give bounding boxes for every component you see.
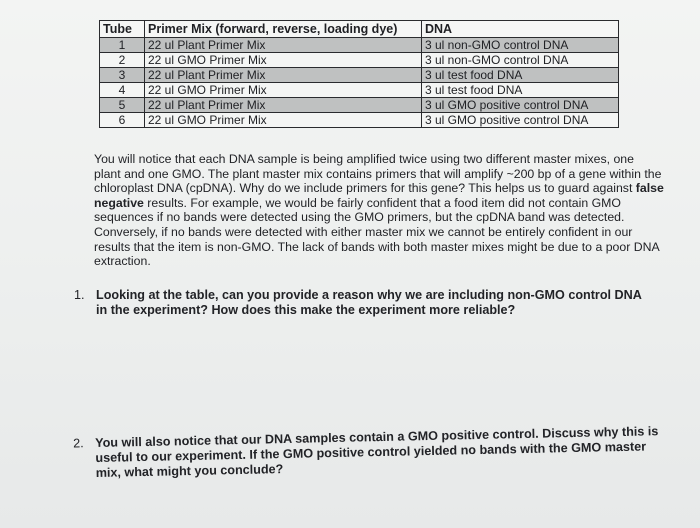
tube-number: 5 xyxy=(100,98,145,113)
tube-number: 3 xyxy=(100,68,145,83)
question-2-text: You will also notice that our DNA samples contain a GMO positive control. Discuss why this is useful to our experiment. If the GMO positive control yielded no bands with the GMO master mix, what might you conclude? xyxy=(95,424,659,480)
table-row xyxy=(100,53,619,68)
dna-cell: 3 ul test food DNA xyxy=(422,83,619,98)
table-row xyxy=(100,98,619,113)
primer-mix-cell: 22 ul Plant Primer Mix xyxy=(145,68,422,83)
paragraph-text-1: You will notice that each DNA sample is being amplified twice using two different master mixes, one plant and one GMO. The plant master mix contains primers that will amplify ~200 bp of a gene within the chloroplast DNA (cpDNA). Why do we include primers for this gene? This helps us to guard against xyxy=(94,152,662,196)
header-tube: Tube xyxy=(100,21,145,38)
question-2-number: 2. xyxy=(73,436,84,451)
header-primer-mix: Primer Mix (forward, reverse, loading dye) xyxy=(145,21,422,38)
tube-number: 6 xyxy=(100,113,145,128)
paragraph-bold-term: false negative xyxy=(94,181,664,210)
dna-cell: 3 ul non-GMO control DNA xyxy=(422,38,619,53)
dna-cell: 3 ul GMO positive control DNA xyxy=(422,98,619,113)
dna-cell: 3 ul non-GMO control DNA xyxy=(422,53,619,68)
paragraph-text-2: results. For example, we would be fairly confident that a food item did not contain GMO sequences if no bands were detected using the GMO primers, but the cpDNA band was detected. Conversely, if no bands were detected with either master mix we cannot be entirely confident in our results that the item is non-GMO. The lack of bands with both master mixes might be due to a poor DNA extraction. xyxy=(94,195,660,269)
question-1 xyxy=(74,288,656,318)
header-dna: DNA xyxy=(422,21,619,38)
table-row xyxy=(100,68,619,83)
primer-mix-table xyxy=(99,20,619,128)
primer-mix-cell: 22 ul GMO Primer Mix xyxy=(145,113,422,128)
question-1-number: 1. xyxy=(74,288,85,302)
table-header-row xyxy=(100,21,619,38)
primer-mix-cell: 22 ul Plant Primer Mix xyxy=(145,98,422,113)
tube-number: 1 xyxy=(100,38,145,53)
table-row xyxy=(100,113,619,128)
tube-number: 4 xyxy=(100,83,145,98)
primer-mix-cell: 22 ul Plant Primer Mix xyxy=(145,38,422,53)
primer-mix-cell: 22 ul GMO Primer Mix xyxy=(145,83,422,98)
primer-mix-cell: 22 ul GMO Primer Mix xyxy=(145,53,422,68)
explanation-paragraph xyxy=(94,152,664,269)
question-2 xyxy=(73,424,666,481)
table-row xyxy=(100,38,619,53)
question-1-text: Looking at the table, can you provide a reason why we are including non-GMO control DNA in the experiment? How does this make the experiment more reliable? xyxy=(96,288,642,317)
table-row xyxy=(100,83,619,98)
tube-number: 2 xyxy=(100,53,145,68)
dna-cell: 3 ul GMO positive control DNA xyxy=(422,113,619,128)
dna-cell: 3 ul test food DNA xyxy=(422,68,619,83)
